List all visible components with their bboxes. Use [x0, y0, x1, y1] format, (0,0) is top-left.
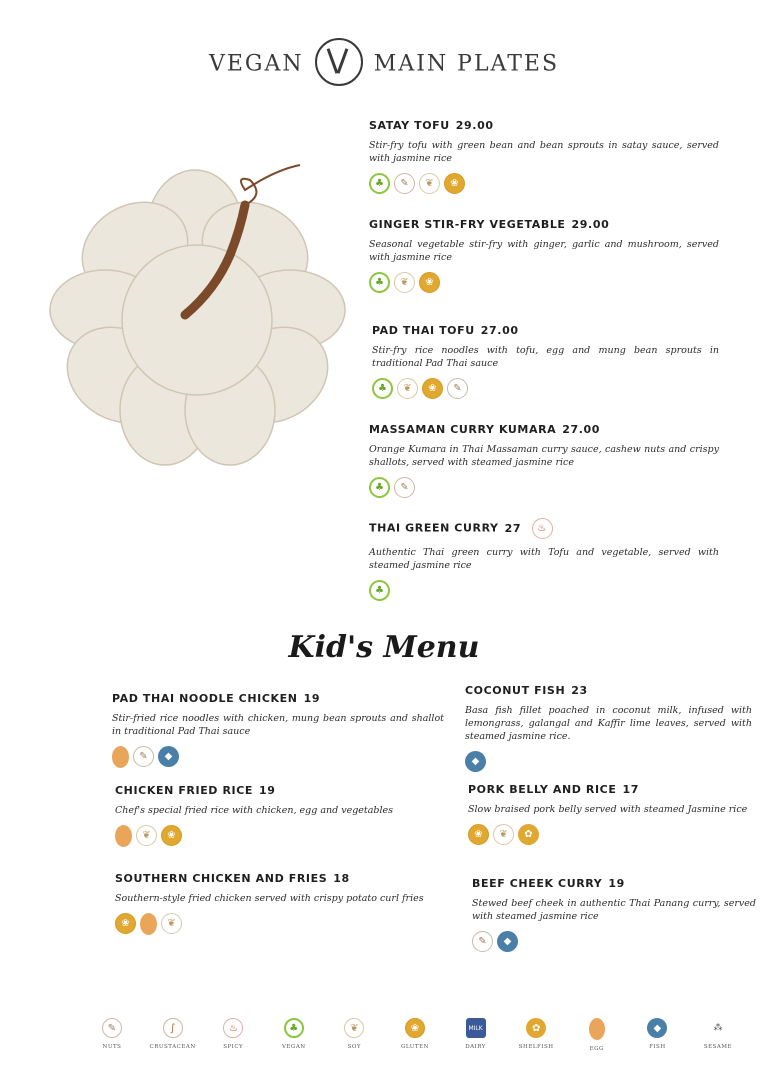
- spicy-icon: ♨: [532, 518, 553, 539]
- legend-label: NUTS: [102, 1044, 122, 1050]
- nuts-icon: ✎: [394, 477, 415, 498]
- legend-label: EGG: [589, 1046, 604, 1052]
- nuts-icon: ✎: [133, 746, 154, 767]
- legend-label: SPICY: [223, 1044, 244, 1050]
- shellfish-icon: ✿: [526, 1018, 546, 1038]
- item-title: SOUTHERN CHICKEN AND FRIES 18: [115, 872, 350, 885]
- menu-item: [115, 872, 445, 935]
- legend-item: [514, 1018, 558, 1052]
- legend-item: [454, 1018, 498, 1052]
- allergen-icons: [372, 378, 719, 399]
- gluten-icon: ❀: [115, 913, 136, 934]
- item-title: THAI GREEN CURRY 27 ♨: [369, 518, 719, 539]
- soy-icon: ❦: [344, 1018, 364, 1038]
- vegan-icon: ♣: [284, 1018, 304, 1038]
- legend-label: CRUSTACEAN: [149, 1044, 196, 1050]
- legend-item: [90, 1018, 134, 1052]
- item-title: BEEF CHEEK CURRY 19: [472, 877, 625, 890]
- legend-label: DAIRY: [465, 1044, 486, 1050]
- menu-item: [369, 218, 719, 293]
- legend-item: [272, 1018, 316, 1052]
- soy-icon: ❦: [136, 825, 157, 846]
- legend-item: [211, 1018, 255, 1052]
- menu-item: [369, 119, 719, 194]
- legend-item: [696, 1018, 740, 1052]
- egg-icon: [115, 825, 132, 847]
- menu-item: [115, 784, 445, 847]
- allergen-icons: [472, 931, 756, 952]
- menu-item: [112, 692, 444, 768]
- gluten-icon: ❀: [419, 272, 440, 293]
- item-title: GINGER STIR-FRY VEGETABLE 29.00: [369, 218, 610, 231]
- vegan-icon: ♣: [369, 580, 390, 601]
- sesame-icon: ⁂: [708, 1018, 728, 1038]
- crustacean-icon: ∫: [163, 1018, 183, 1038]
- item-description: Slow braised pork belly served with steamed Jasmine rice: [468, 804, 748, 815]
- item-title: COCONUT FISH 23: [465, 684, 588, 697]
- legend-label: SESAME: [703, 1044, 733, 1050]
- item-title: MASSAMAN CURRY KUMARA 27.00: [369, 423, 601, 436]
- nuts-icon: ✎: [102, 1018, 122, 1038]
- item-title: CHICKEN FRIED RICE 19: [115, 784, 276, 797]
- cutlery-logo-icon: [315, 38, 363, 86]
- egg-icon: [140, 913, 157, 935]
- legend-item: [575, 1018, 619, 1052]
- gluten-icon: ❀: [161, 825, 182, 846]
- item-description: Chef's special fried rice with chicken, egg and vegetables: [115, 805, 393, 816]
- vegan-icon: ♣: [369, 173, 390, 194]
- item-description: Southern-style fried chicken served with crispy potato curl fries: [115, 893, 424, 904]
- header-right-text: MAIN PLATES: [373, 51, 560, 77]
- allergen-legend: [90, 1018, 740, 1052]
- legend-label: FISH: [649, 1044, 666, 1050]
- item-description: Stir-fry tofu with green bean and bean sprouts in satay sauce, served with jasmine rice: [369, 140, 719, 164]
- nuts-icon: ✎: [472, 931, 493, 952]
- item-description: Authentic Thai green curry with Tofu and vegetable, served with steamed jasmine rice: [369, 547, 719, 571]
- menu-item: [468, 783, 752, 845]
- dairy-icon: MILK: [466, 1018, 486, 1038]
- gluten-icon: ❀: [444, 173, 465, 194]
- header-left-text: VEGAN: [208, 51, 304, 77]
- egg-icon: [112, 746, 129, 768]
- gluten-icon: ❀: [422, 378, 443, 399]
- allergen-icons: [465, 751, 752, 772]
- legend-item: [151, 1018, 195, 1052]
- allergen-icons: [369, 173, 719, 194]
- fish-icon: ◆: [158, 746, 179, 767]
- item-title: PORK BELLY AND RICE 17: [468, 783, 639, 796]
- menu-item: [465, 684, 752, 772]
- fish-icon: ◆: [647, 1018, 667, 1038]
- item-description: Basa fish fillet poached in coconut milk, infused with lemongrass, galangal and Kaffir lime leaves, served with steamed jasmine rice.: [465, 705, 752, 742]
- menu-item: [372, 324, 719, 399]
- legend-label: SHELFISH: [518, 1044, 554, 1050]
- legend-item: [635, 1018, 679, 1052]
- item-description: Stir-fried rice noodles with chicken, mung bean sprouts and shallot in traditional Pad Thai sauce: [112, 713, 444, 737]
- allergen-icons: [112, 746, 444, 768]
- legend-label: GLUTEN: [401, 1044, 429, 1050]
- legend-item: [393, 1018, 437, 1052]
- fish-icon: ◆: [497, 931, 518, 952]
- allergen-icons: [369, 477, 719, 498]
- soy-icon: ❦: [394, 272, 415, 293]
- menu-item: [472, 877, 756, 952]
- legend-label: SOY: [347, 1044, 362, 1050]
- kids-menu-title: Kid's Menu: [288, 630, 480, 665]
- menu-item: [369, 423, 719, 498]
- fish-icon: ◆: [465, 751, 486, 772]
- gluten-icon: ❀: [405, 1018, 425, 1038]
- item-description: Orange Kumara in Thai Massaman curry sauce, cashew nuts and crispy shallots, served with steamed jasmine rice: [369, 444, 719, 468]
- nuts-icon: ✎: [447, 378, 468, 399]
- soy-icon: ❦: [493, 824, 514, 845]
- vegan-icon: ♣: [369, 477, 390, 498]
- legend-label: VEGAN: [281, 1044, 306, 1050]
- item-title: PAD THAI NOODLE CHICKEN 19: [112, 692, 321, 705]
- shellfish-icon: ✿: [518, 824, 539, 845]
- legend-item: [332, 1018, 376, 1052]
- soy-icon: ❦: [161, 913, 182, 934]
- spicy-icon: ♨: [223, 1018, 243, 1038]
- menu-header: [0, 42, 768, 90]
- item-title: SATAY TOFU 29.00: [369, 119, 494, 132]
- soy-icon: ❦: [419, 173, 440, 194]
- pumpkin-illustration: [45, 160, 355, 480]
- allergen-icons: [468, 824, 752, 845]
- item-description: Stir-fry rice noodles with tofu, egg and mung bean sprouts in traditional Pad Thai sauce: [372, 345, 719, 369]
- vegan-icon: ♣: [372, 378, 393, 399]
- allergen-icons: [115, 913, 445, 935]
- egg-icon: [589, 1018, 605, 1040]
- gluten-icon: ❀: [468, 824, 489, 845]
- allergen-icons: [369, 272, 719, 293]
- nuts-icon: ✎: [394, 173, 415, 194]
- item-description: Stewed beef cheek in authentic Thai Panang curry, served with steamed jasmine rice: [472, 898, 756, 922]
- allergen-icons: [115, 825, 445, 847]
- vegan-icon: ♣: [369, 272, 390, 293]
- item-title: PAD THAI TOFU 27.00: [372, 324, 519, 337]
- menu-item: [369, 518, 719, 601]
- allergen-icons: [369, 580, 719, 601]
- item-description: Seasonal vegetable stir-fry with ginger, garlic and mushroom, served with jasmine rice: [369, 239, 719, 263]
- soy-icon: ❦: [397, 378, 418, 399]
